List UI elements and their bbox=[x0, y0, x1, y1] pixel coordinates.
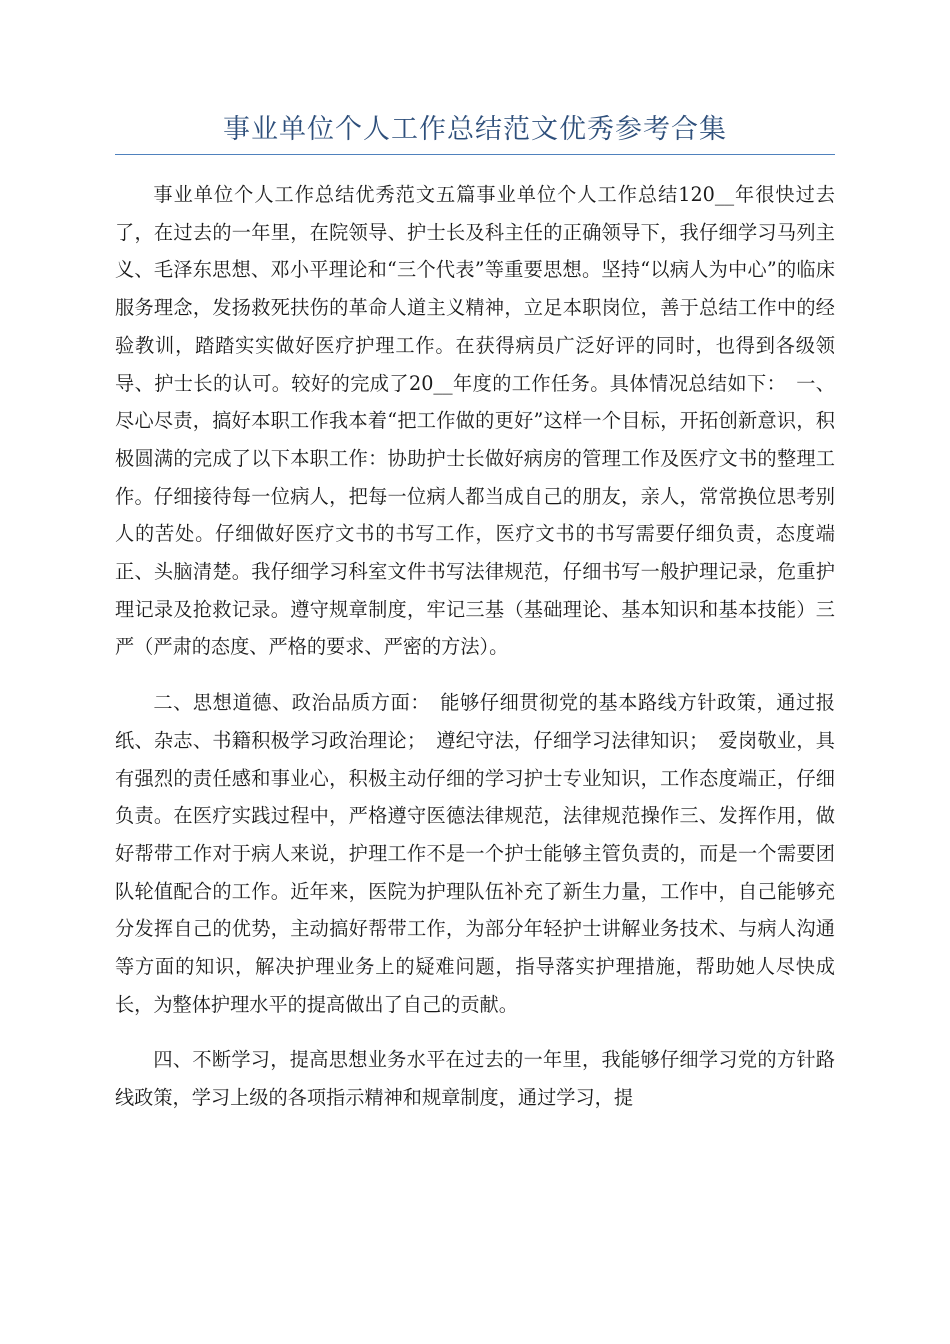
title-underline bbox=[115, 154, 835, 155]
document-body bbox=[115, 176, 835, 1135]
body-paragraph-1: 事业单位个人工作总结优秀范文五篇事业单位个人工作总结120__年很快过去了，在过去的一年里，在院领导、护士长及科主任的正确领导下，我仔细学习马列主义、毛泽东思想、邓小平理论和“三个代表”等重要思想。坚持“以病人为中心”的临床服务理念，发扬救死扶伤的革命人道主义精神，立足本职岗位，善于总结工作中的经验教训，踏踏实实做好医疗护理工作。在获得病员广泛好评的同时，也得到各级领导、护士长的认可。较好的完成了20__年度的工作任务。具体情况总结如下： 一、尽心尽责，搞好本职工作我本着“把工作做的更好”这样一个目标，开拓创新意识，积极圆满的完成了以下本职工作：协助护士长做好病房的管理工作及医疗文书的整理工作。仔细接待每一位病人，把每一位病人都当成自己的朋友，亲人，常常换位思考别人的苦处。仔细做好医疗文书的书写工作，医疗文书的书写需要仔细负责，态度端正、头脑清楚。我仔细学习科室文件书写法律规范，仔细书写一般护理记录，危重护理记录及抢救记录。遵守规章制度，牢记三基（基础理论、基本知识和基本技能）三严（严肃的态度、严格的要求、严密的方法）。 bbox=[115, 183, 835, 659]
title-block bbox=[115, 112, 835, 158]
body-paragraph-2: 二、思想道德、政治品质方面： 能够仔细贯彻党的基本路线方针政策，通过报纸、杂志、书籍积极学习政治理论； 遵纪守法，仔细学习法律知识； 爱岗敬业，具有强烈的责任感和事业心，积极主动仔细的学习护士专业知识，工作态度端正，仔细负责。在医疗实践过程中，严格遵守医德法律规范，法律规范操作三、发挥作用，做好帮带工作对于病人来说，护理工作不是一个护士能够主管负责的，而是一个需要团队轮值配合的工作。近年来，医院为护理队伍补充了新生力量，工作中，自己能够充分发挥自己的优势，主动搞好帮带工作，为部分年轻护士讲解业务技术、与病人沟通等方面的知识，解决护理业务上的疑难问题，指导落实护理措施，帮助她人尽快成长，为整体护理水平的提高做出了自己的贡献。 bbox=[115, 691, 835, 1016]
body-paragraph-3: 四、不断学习，提高思想业务水平在过去的一年里，我能够仔细学习党的方针路线政策，学习上级的各项指示精神和规章制度，通过学习，提 bbox=[115, 1048, 835, 1110]
document-title: 事业单位个人工作总结范文优秀参考合集 bbox=[223, 114, 727, 145]
